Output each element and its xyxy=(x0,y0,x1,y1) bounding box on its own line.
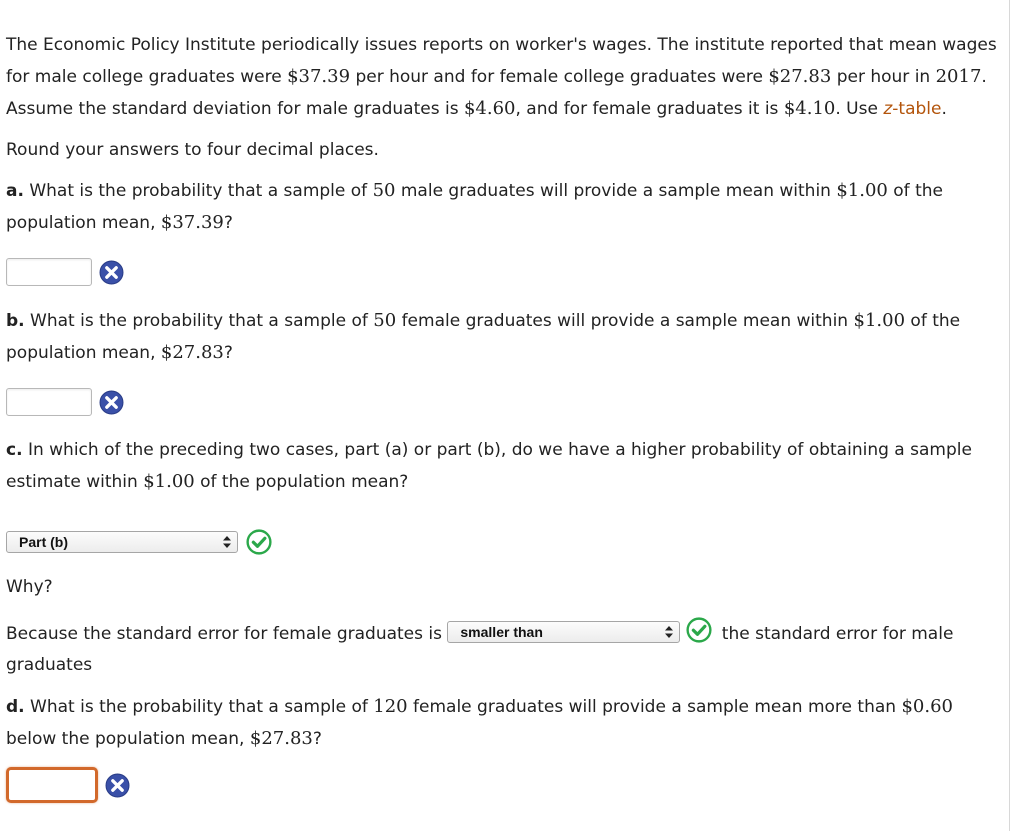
question-a-label: a. xyxy=(6,181,24,201)
question-c xyxy=(6,435,998,498)
question-text: ? xyxy=(223,343,233,363)
question-text: of the population mean, xyxy=(6,181,943,233)
question-d-label: d. xyxy=(6,697,25,717)
male-mean-value: $37.39 xyxy=(287,66,351,87)
intro-text: . xyxy=(941,99,947,119)
question-text: What is the probability that a sample of xyxy=(23,181,373,201)
intro-text: . Use xyxy=(835,99,884,119)
intro-text: per hour in xyxy=(831,67,936,87)
check-icon xyxy=(686,617,712,643)
x-icon xyxy=(105,773,130,798)
answer-d-input[interactable] xyxy=(6,767,98,803)
answer-a-input[interactable] xyxy=(6,258,92,286)
answer-c-row xyxy=(6,524,998,560)
question-text: male graduates will provide a sample mean within xyxy=(395,181,837,201)
question-a xyxy=(6,175,998,239)
part-select-dropdown[interactable] xyxy=(6,531,238,553)
answer-b-row xyxy=(6,384,998,420)
question-text: below the population mean, xyxy=(6,729,250,749)
intro-text: . Assume the standard deviation for male graduates is xyxy=(6,67,987,119)
question-text: What is the probability that a sample of xyxy=(24,697,374,717)
page-right-border xyxy=(1009,0,1010,831)
answer-b-input[interactable] xyxy=(6,388,92,416)
why-label: Why? xyxy=(6,577,53,597)
sample-size-value: 50 xyxy=(372,180,396,201)
question-d xyxy=(6,691,998,755)
question-text: female graduates will provide a sample mean more than xyxy=(407,697,902,717)
within-value: $1.00 xyxy=(853,310,906,331)
female-sd-value: $4.10 xyxy=(783,98,836,119)
year-value: 2017 xyxy=(935,66,982,87)
amount-value: $0.60 xyxy=(901,696,953,717)
answer-a-row xyxy=(6,254,998,290)
after-text: the standard error for male graduates xyxy=(6,624,954,675)
comparison-select-value: smaller than xyxy=(460,623,543,640)
answer-d-row xyxy=(6,767,998,803)
comparison-select-dropdown[interactable] xyxy=(447,621,680,643)
question-text: ? xyxy=(312,729,322,749)
question-c-label: c. xyxy=(6,440,23,460)
question-text: of the population mean? xyxy=(194,472,409,492)
within-value: $1.00 xyxy=(836,180,888,201)
z-table-link-italic: z xyxy=(883,99,893,119)
question-text: What is the probability that a sample of xyxy=(24,311,374,331)
intro-text: , and for female graduates it is xyxy=(515,99,784,119)
select-arrows-icon xyxy=(665,626,673,638)
sample-size-value: 120 xyxy=(373,696,408,717)
within-value: $1.00 xyxy=(143,471,195,492)
population-mean-value: $27.83 xyxy=(160,342,224,363)
intro-text: The Economic Policy Institute periodically issues reports on worker's wages. The institute reported that mean wages for male college graduates were xyxy=(6,35,997,87)
intro-paragraph xyxy=(6,30,998,125)
because-text: Because the standard error for female graduates is xyxy=(6,624,448,644)
question-text: of the population mean, xyxy=(6,311,961,363)
question-content xyxy=(6,30,998,803)
sample-size-value: 50 xyxy=(373,310,397,331)
z-table-link-text: -table xyxy=(892,99,942,119)
population-mean-value: $27.83 xyxy=(249,728,313,749)
question-b-label: b. xyxy=(6,311,25,331)
question-b xyxy=(6,305,998,369)
check-icon xyxy=(246,529,272,555)
x-icon xyxy=(99,260,124,285)
question-text: female graduates will provide a sample mean within xyxy=(396,311,854,331)
z-table-link[interactable] xyxy=(883,99,941,119)
male-sd-value: $4.60 xyxy=(463,98,516,119)
because-sentence xyxy=(6,619,998,681)
rounding-instruction: Round your answers to four decimal places. xyxy=(6,140,379,160)
select-arrows-icon xyxy=(223,536,231,548)
x-icon xyxy=(99,390,124,415)
intro-text: per hour and for female college graduates were xyxy=(350,67,769,87)
population-mean-value: $37.39 xyxy=(160,212,224,233)
question-text: ? xyxy=(223,213,233,233)
female-mean-value: $27.83 xyxy=(768,66,832,87)
part-select-value: Part (b) xyxy=(19,534,68,550)
question-text: In which of the preceding two cases, part (a) or part (b), do we have a higher probability of obtaining a sample estimate within xyxy=(6,440,972,492)
